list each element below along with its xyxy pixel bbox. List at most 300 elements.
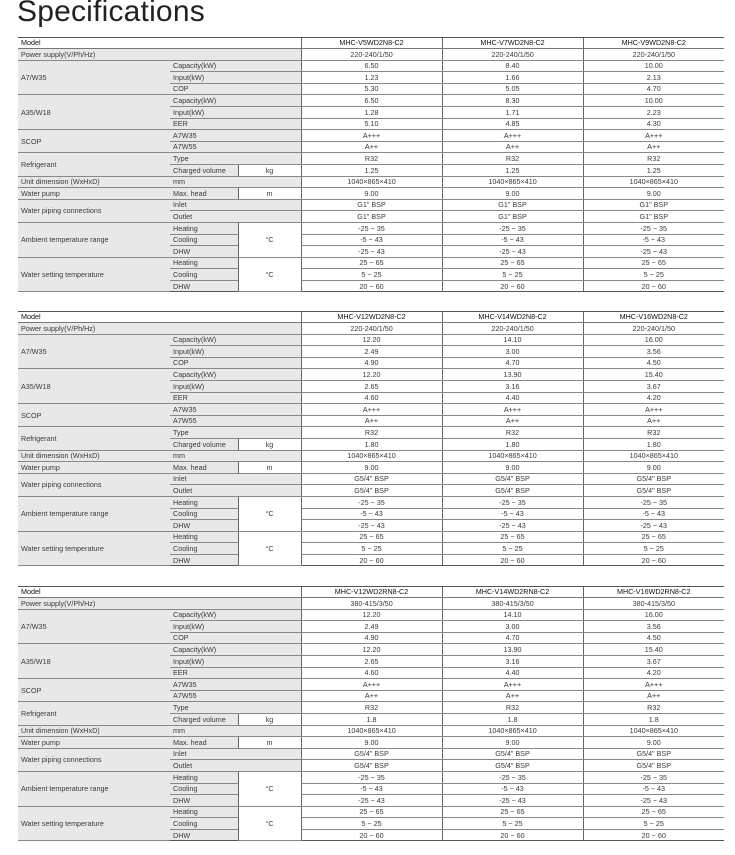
row-label: A7/W35 — [18, 334, 170, 369]
spec-value: 3.00 — [442, 346, 583, 358]
sub-label: A7W35 — [170, 404, 301, 416]
row-label: Power supply(V/Ph/Hz) — [18, 49, 301, 61]
row-label: A7/W35 — [18, 60, 170, 95]
spec-value: 12.20 — [301, 334, 442, 346]
sub-label: Capacity(kW) — [170, 60, 301, 72]
spec-value: 1.28 — [301, 106, 442, 118]
model-name: MHC-V16WD2RN8-C2 — [583, 587, 724, 598]
spec-value: 220-240/1/50 — [301, 323, 442, 335]
sub-label: Input(kW) — [170, 655, 301, 667]
spec-value: 6.50 — [301, 95, 442, 107]
spec-value: -5 ~ 43 — [583, 234, 724, 246]
spec-value: 4.60 — [301, 667, 442, 679]
spec-value: G5/4" BSP — [301, 473, 442, 485]
spec-value: G1" BSP — [301, 211, 442, 223]
spec-row — [18, 199, 724, 211]
row-label: Water setting temperature — [18, 531, 170, 566]
spec-row — [18, 404, 724, 416]
spec-row — [18, 806, 724, 818]
spec-row — [18, 462, 724, 474]
spec-value: A+++ — [583, 404, 724, 416]
spec-value: 1.71 — [442, 106, 583, 118]
row-label: Unit dimension (WxHxD) — [18, 450, 170, 462]
spec-value: 220-240/1/50 — [442, 323, 583, 335]
spec-row — [18, 748, 724, 760]
spec-value: 3.00 — [442, 621, 583, 633]
spec-value: -25 ~ 35 — [442, 496, 583, 508]
spec-value: 5 ~ 25 — [583, 543, 724, 555]
spec-value: 1.25 — [583, 164, 724, 176]
spec-row — [18, 222, 724, 234]
spec-value: A+++ — [301, 404, 442, 416]
spec-value: 16.00 — [583, 609, 724, 621]
spec-table-2 — [18, 311, 724, 566]
row-label: Ambient temperature range — [18, 496, 170, 531]
spec-value: A+++ — [583, 130, 724, 142]
spec-value: G1" BSP — [442, 199, 583, 211]
spec-value: 8.30 — [442, 95, 583, 107]
spec-value: -25 ~ 43 — [301, 520, 442, 532]
spec-value: 1040×865×410 — [583, 450, 724, 462]
spec-value: 1.8 — [583, 713, 724, 725]
spec-value: 4.90 — [301, 632, 442, 644]
sub-label: Cooling — [170, 269, 238, 281]
sub-label: Type — [170, 427, 301, 439]
spec-value: 2.65 — [301, 655, 442, 667]
spec-row — [18, 176, 724, 188]
model-name: MHC-V9WD2N8-C2 — [583, 38, 724, 49]
spec-value: A+++ — [301, 130, 442, 142]
spec-table-3 — [18, 586, 724, 841]
sub-label: Max. head — [170, 462, 238, 474]
spec-value: 2.13 — [583, 72, 724, 84]
spec-value: -5 ~ 43 — [442, 783, 583, 795]
spec-value: -25 ~ 43 — [442, 246, 583, 258]
spec-value: 14.10 — [442, 334, 583, 346]
model-name: MHC-V12WD2RN8-C2 — [301, 587, 442, 598]
spec-value: -25 ~ 43 — [442, 795, 583, 807]
spec-value: 1040×865×410 — [583, 176, 724, 188]
spec-row — [18, 473, 724, 485]
spec-value: 4.60 — [301, 392, 442, 404]
sub-label: Type — [170, 702, 301, 714]
spec-value: 1.25 — [442, 164, 583, 176]
spec-value: 5.05 — [442, 83, 583, 95]
sub-label: Heating — [170, 257, 238, 269]
row-label: Water pump — [18, 737, 170, 749]
sub-label: A7W55 — [170, 415, 301, 427]
spec-row — [18, 60, 724, 72]
spec-value: 20 ~ 60 — [301, 280, 442, 292]
unit-label: kg — [238, 164, 301, 176]
unit-label: kg — [238, 438, 301, 450]
sub-label: Heating — [170, 771, 238, 783]
spec-value: 2.49 — [301, 346, 442, 358]
spec-value: 9.00 — [301, 462, 442, 474]
spec-value: A++ — [583, 690, 724, 702]
spec-value: 16.00 — [583, 334, 724, 346]
row-label-model: Model — [18, 587, 301, 598]
spec-value: 12.20 — [301, 644, 442, 656]
spec-value: 5 ~ 25 — [583, 818, 724, 830]
spec-value: 2.49 — [301, 621, 442, 633]
model-name: MHC-V7WD2N8-C2 — [442, 38, 583, 49]
row-label: Refrigerant — [18, 702, 170, 725]
row-label: SCOP — [18, 679, 170, 702]
spec-value: 380-415/3/50 — [301, 598, 442, 610]
model-name: MHC-V14WD2RN8-C2 — [442, 587, 583, 598]
unit-label: kg — [238, 713, 301, 725]
row-label: A35/W18 — [18, 95, 170, 130]
spec-value: 9.00 — [583, 737, 724, 749]
spec-value: R32 — [442, 153, 583, 165]
sub-label: A7W35 — [170, 679, 301, 691]
row-label: Ambient temperature range — [18, 222, 170, 257]
spec-value: -25 ~ 35 — [583, 222, 724, 234]
sub-label: Heating — [170, 496, 238, 508]
spec-value: 12.20 — [301, 609, 442, 621]
sub-label: Outlet — [170, 485, 301, 497]
unit-label: m — [238, 462, 301, 474]
spec-row — [18, 737, 724, 749]
sub-label: Capacity(kW) — [170, 369, 301, 381]
spec-value: 3.67 — [583, 655, 724, 667]
spec-value: 9.00 — [583, 462, 724, 474]
spec-row — [18, 334, 724, 346]
row-label: Water piping connections — [18, 473, 170, 496]
spec-row — [18, 531, 724, 543]
spec-value: 9.00 — [442, 188, 583, 200]
spec-value: 5 ~ 25 — [301, 543, 442, 555]
spec-value: 25 ~ 65 — [583, 257, 724, 269]
spec-value: 25 ~ 65 — [301, 531, 442, 543]
spec-value: G5/4" BSP — [583, 473, 724, 485]
spec-value: G5/4" BSP — [583, 760, 724, 772]
sub-label: Capacity(kW) — [170, 644, 301, 656]
spec-value: 1.80 — [442, 438, 583, 450]
sub-label: Input(kW) — [170, 106, 301, 118]
unit-label: °C — [238, 496, 301, 531]
spec-value: 380-415/3/50 — [583, 598, 724, 610]
row-label: A35/W18 — [18, 644, 170, 679]
spec-value: 25 ~ 65 — [442, 531, 583, 543]
spec-value: 14.10 — [442, 609, 583, 621]
spec-value: -25 ~ 35 — [301, 771, 442, 783]
row-label: Refrigerant — [18, 153, 170, 176]
spec-value: 1040×865×410 — [583, 725, 724, 737]
row-label: Water piping connections — [18, 199, 170, 222]
spec-value: 2.23 — [583, 106, 724, 118]
spec-value: R32 — [301, 427, 442, 439]
spec-value: 220-240/1/50 — [442, 49, 583, 61]
spec-value: 1.23 — [301, 72, 442, 84]
spec-value: 25 ~ 65 — [301, 806, 442, 818]
row-label: Refrigerant — [18, 427, 170, 450]
spec-value: 5 ~ 25 — [583, 269, 724, 281]
sub-label: COP — [170, 632, 301, 644]
unit-label: m — [238, 188, 301, 200]
unit-label: m — [238, 737, 301, 749]
spec-value: 9.00 — [442, 737, 583, 749]
spec-value: A+++ — [301, 679, 442, 691]
spec-value: 4.70 — [583, 83, 724, 95]
row-label: Unit dimension (WxHxD) — [18, 176, 170, 188]
spec-value: 6.50 — [301, 60, 442, 72]
sub-label: COP — [170, 357, 301, 369]
sub-label: Capacity(kW) — [170, 95, 301, 107]
spec-value: -5 ~ 43 — [583, 508, 724, 520]
spec-value: 1040×865×410 — [442, 450, 583, 462]
spec-row — [18, 95, 724, 107]
sub-label: DHW — [170, 829, 238, 841]
spec-value: R32 — [583, 153, 724, 165]
sub-label: Charged volume — [170, 438, 238, 450]
spec-value: 2.65 — [301, 380, 442, 392]
spec-value: 4.90 — [301, 357, 442, 369]
row-label: Water setting temperature — [18, 257, 170, 292]
spec-value: 4.40 — [442, 392, 583, 404]
spec-value: 1.80 — [583, 438, 724, 450]
spec-value: 20 ~ 60 — [301, 554, 442, 566]
spec-value: A++ — [301, 415, 442, 427]
spec-value: 13.90 — [442, 644, 583, 656]
spec-value: 4.20 — [583, 392, 724, 404]
spec-value: 1040×865×410 — [301, 176, 442, 188]
spec-value: 1.8 — [301, 713, 442, 725]
spec-value: G5/4" BSP — [583, 485, 724, 497]
row-label: Water pump — [18, 462, 170, 474]
spec-value: 3.56 — [583, 346, 724, 358]
spec-value: 25 ~ 65 — [442, 257, 583, 269]
spec-value: 1.8 — [442, 713, 583, 725]
spec-value: 15.40 — [583, 369, 724, 381]
sub-label: Max. head — [170, 737, 238, 749]
spec-value: -25 ~ 43 — [583, 520, 724, 532]
spec-value: 9.00 — [583, 188, 724, 200]
model-name: MHC-V5WD2N8-C2 — [301, 38, 442, 49]
spec-value: 380-415/3/50 — [442, 598, 583, 610]
spec-value: 5 ~ 25 — [442, 269, 583, 281]
spec-value: A++ — [442, 690, 583, 702]
spec-row — [18, 598, 724, 610]
unit-label: °C — [238, 531, 301, 566]
spec-value: 25 ~ 65 — [442, 806, 583, 818]
spec-value: 220-240/1/50 — [583, 49, 724, 61]
sub-label: Capacity(kW) — [170, 609, 301, 621]
sub-label: DHW — [170, 520, 238, 532]
sub-label: Charged volume — [170, 164, 238, 176]
spec-value: 25 ~ 65 — [583, 806, 724, 818]
sub-label: COP — [170, 83, 301, 95]
spec-value: -25 ~ 43 — [442, 520, 583, 532]
spec-value: 20 ~ 60 — [583, 829, 724, 841]
spec-value: 1040×865×410 — [442, 725, 583, 737]
spec-value: 1040×865×410 — [442, 176, 583, 188]
spec-value: G5/4" BSP — [442, 473, 583, 485]
spec-row — [18, 609, 724, 621]
spec-value: 220-240/1/50 — [301, 49, 442, 61]
spec-value: R32 — [583, 427, 724, 439]
spec-table-1 — [18, 37, 724, 292]
spec-value: 12.20 — [301, 369, 442, 381]
spec-row — [18, 644, 724, 656]
sub-label: Heating — [170, 222, 238, 234]
spec-value: -25 ~ 35 — [583, 771, 724, 783]
spec-value: 9.00 — [301, 188, 442, 200]
sub-label: Inlet — [170, 473, 301, 485]
spec-value: A+++ — [442, 404, 583, 416]
model-header-row — [18, 312, 724, 323]
spec-row — [18, 153, 724, 165]
spec-row — [18, 702, 724, 714]
sub-label: Max. head — [170, 188, 238, 200]
spec-value: 1040×865×410 — [301, 725, 442, 737]
spec-value: A+++ — [442, 679, 583, 691]
spec-value: -5 ~ 43 — [301, 783, 442, 795]
sub-label: Input(kW) — [170, 621, 301, 633]
page-title: Specifications — [17, 0, 205, 28]
spec-value: 4.20 — [583, 667, 724, 679]
spec-value: R32 — [301, 702, 442, 714]
row-label: SCOP — [18, 404, 170, 427]
spec-value: -5 ~ 43 — [301, 234, 442, 246]
spec-row — [18, 679, 724, 691]
spec-value: 5 ~ 25 — [301, 269, 442, 281]
spec-value: R32 — [442, 702, 583, 714]
spec-value: 20 ~ 60 — [442, 554, 583, 566]
row-label: Water setting temperature — [18, 806, 170, 841]
spec-value: -25 ~ 35 — [442, 222, 583, 234]
sub-label: Type — [170, 153, 301, 165]
spec-value: G5/4" BSP — [442, 760, 583, 772]
spec-value: 25 ~ 65 — [301, 257, 442, 269]
spec-value: 5 ~ 25 — [301, 818, 442, 830]
spec-value: 5 ~ 25 — [442, 543, 583, 555]
spec-row — [18, 725, 724, 737]
spec-value: 20 ~ 60 — [301, 829, 442, 841]
spec-value: A++ — [583, 415, 724, 427]
spec-value: 15.40 — [583, 644, 724, 656]
sub-label: Input(kW) — [170, 380, 301, 392]
spec-value: 5 ~ 25 — [442, 818, 583, 830]
spec-value: 3.67 — [583, 380, 724, 392]
spec-value: 25 ~ 65 — [583, 531, 724, 543]
spec-value: 3.16 — [442, 380, 583, 392]
sub-label: DHW — [170, 554, 238, 566]
spec-value: G5/4" BSP — [301, 748, 442, 760]
sub-label: Capacity(kW) — [170, 334, 301, 346]
spec-value: -25 ~ 43 — [301, 246, 442, 258]
spec-row — [18, 771, 724, 783]
row-label: Unit dimension (WxHxD) — [18, 725, 170, 737]
spec-value: 1.25 — [301, 164, 442, 176]
spec-value: G1" BSP — [583, 199, 724, 211]
spec-value: -5 ~ 43 — [301, 508, 442, 520]
row-label: SCOP — [18, 130, 170, 153]
spec-value: -5 ~ 43 — [442, 234, 583, 246]
spec-value: R32 — [301, 153, 442, 165]
unit-label: °C — [238, 257, 301, 292]
row-label: A35/W18 — [18, 369, 170, 404]
spec-value: -5 ~ 43 — [442, 508, 583, 520]
spec-value: 1.80 — [301, 438, 442, 450]
sub-label: mm — [170, 725, 301, 737]
spec-row — [18, 49, 724, 61]
sub-label: EER — [170, 118, 301, 130]
spec-row — [18, 188, 724, 200]
unit-label: °C — [238, 771, 301, 806]
spec-row — [18, 450, 724, 462]
spec-value: 4.50 — [583, 632, 724, 644]
sub-label: DHW — [170, 246, 238, 258]
spec-value: A++ — [442, 415, 583, 427]
spec-value: 4.70 — [442, 632, 583, 644]
model-name: MHC-V14WD2N8-C2 — [442, 312, 583, 323]
spec-value: G5/4" BSP — [442, 485, 583, 497]
sub-label: Cooling — [170, 818, 238, 830]
spec-value: A++ — [442, 141, 583, 153]
spec-value: 1.66 — [442, 72, 583, 84]
sub-label: EER — [170, 392, 301, 404]
sub-label: Inlet — [170, 748, 301, 760]
row-label: Power supply(V/Ph/Hz) — [18, 598, 301, 610]
spec-value: 3.56 — [583, 621, 724, 633]
spec-value: A++ — [301, 690, 442, 702]
spec-value: R32 — [442, 427, 583, 439]
spec-value: -5 ~ 43 — [583, 783, 724, 795]
spec-row — [18, 369, 724, 381]
spec-value: -25 ~ 43 — [583, 246, 724, 258]
unit-label: °C — [238, 222, 301, 257]
spec-value: G5/4" BSP — [301, 760, 442, 772]
spec-row — [18, 130, 724, 142]
spec-value: 20 ~ 60 — [442, 829, 583, 841]
sub-label: mm — [170, 450, 301, 462]
spec-value: 1040×865×410 — [301, 450, 442, 462]
spec-value: 13.90 — [442, 369, 583, 381]
sub-label: Input(kW) — [170, 72, 301, 84]
spec-value: R32 — [583, 702, 724, 714]
sub-label: Charged volume — [170, 713, 238, 725]
row-label: A7/W35 — [18, 609, 170, 644]
spec-value: -25 ~ 35 — [442, 771, 583, 783]
row-label: Ambient temperature range — [18, 771, 170, 806]
spec-value: 10.00 — [583, 60, 724, 72]
spec-value: 9.00 — [301, 737, 442, 749]
model-name: MHC-V16WD2N8-C2 — [583, 312, 724, 323]
row-label: Water piping connections — [18, 748, 170, 771]
spec-value: G1" BSP — [442, 211, 583, 223]
spec-value: 20 ~ 60 — [583, 554, 724, 566]
spec-value: A+++ — [442, 130, 583, 142]
model-name: MHC-V12WD2N8-C2 — [301, 312, 442, 323]
sub-label: A7W55 — [170, 141, 301, 153]
sub-label: Cooling — [170, 783, 238, 795]
sub-label: mm — [170, 176, 301, 188]
spec-value: G1" BSP — [301, 199, 442, 211]
sub-label: DHW — [170, 795, 238, 807]
sub-label: Heating — [170, 531, 238, 543]
sub-label: A7W35 — [170, 130, 301, 142]
spec-value: 3.16 — [442, 655, 583, 667]
sub-label: Cooling — [170, 234, 238, 246]
sub-label: Inlet — [170, 199, 301, 211]
spec-value: 4.50 — [583, 357, 724, 369]
row-label-model: Model — [18, 38, 301, 49]
unit-label: °C — [238, 806, 301, 841]
sub-label: Input(kW) — [170, 346, 301, 358]
spec-value: 10.00 — [583, 95, 724, 107]
